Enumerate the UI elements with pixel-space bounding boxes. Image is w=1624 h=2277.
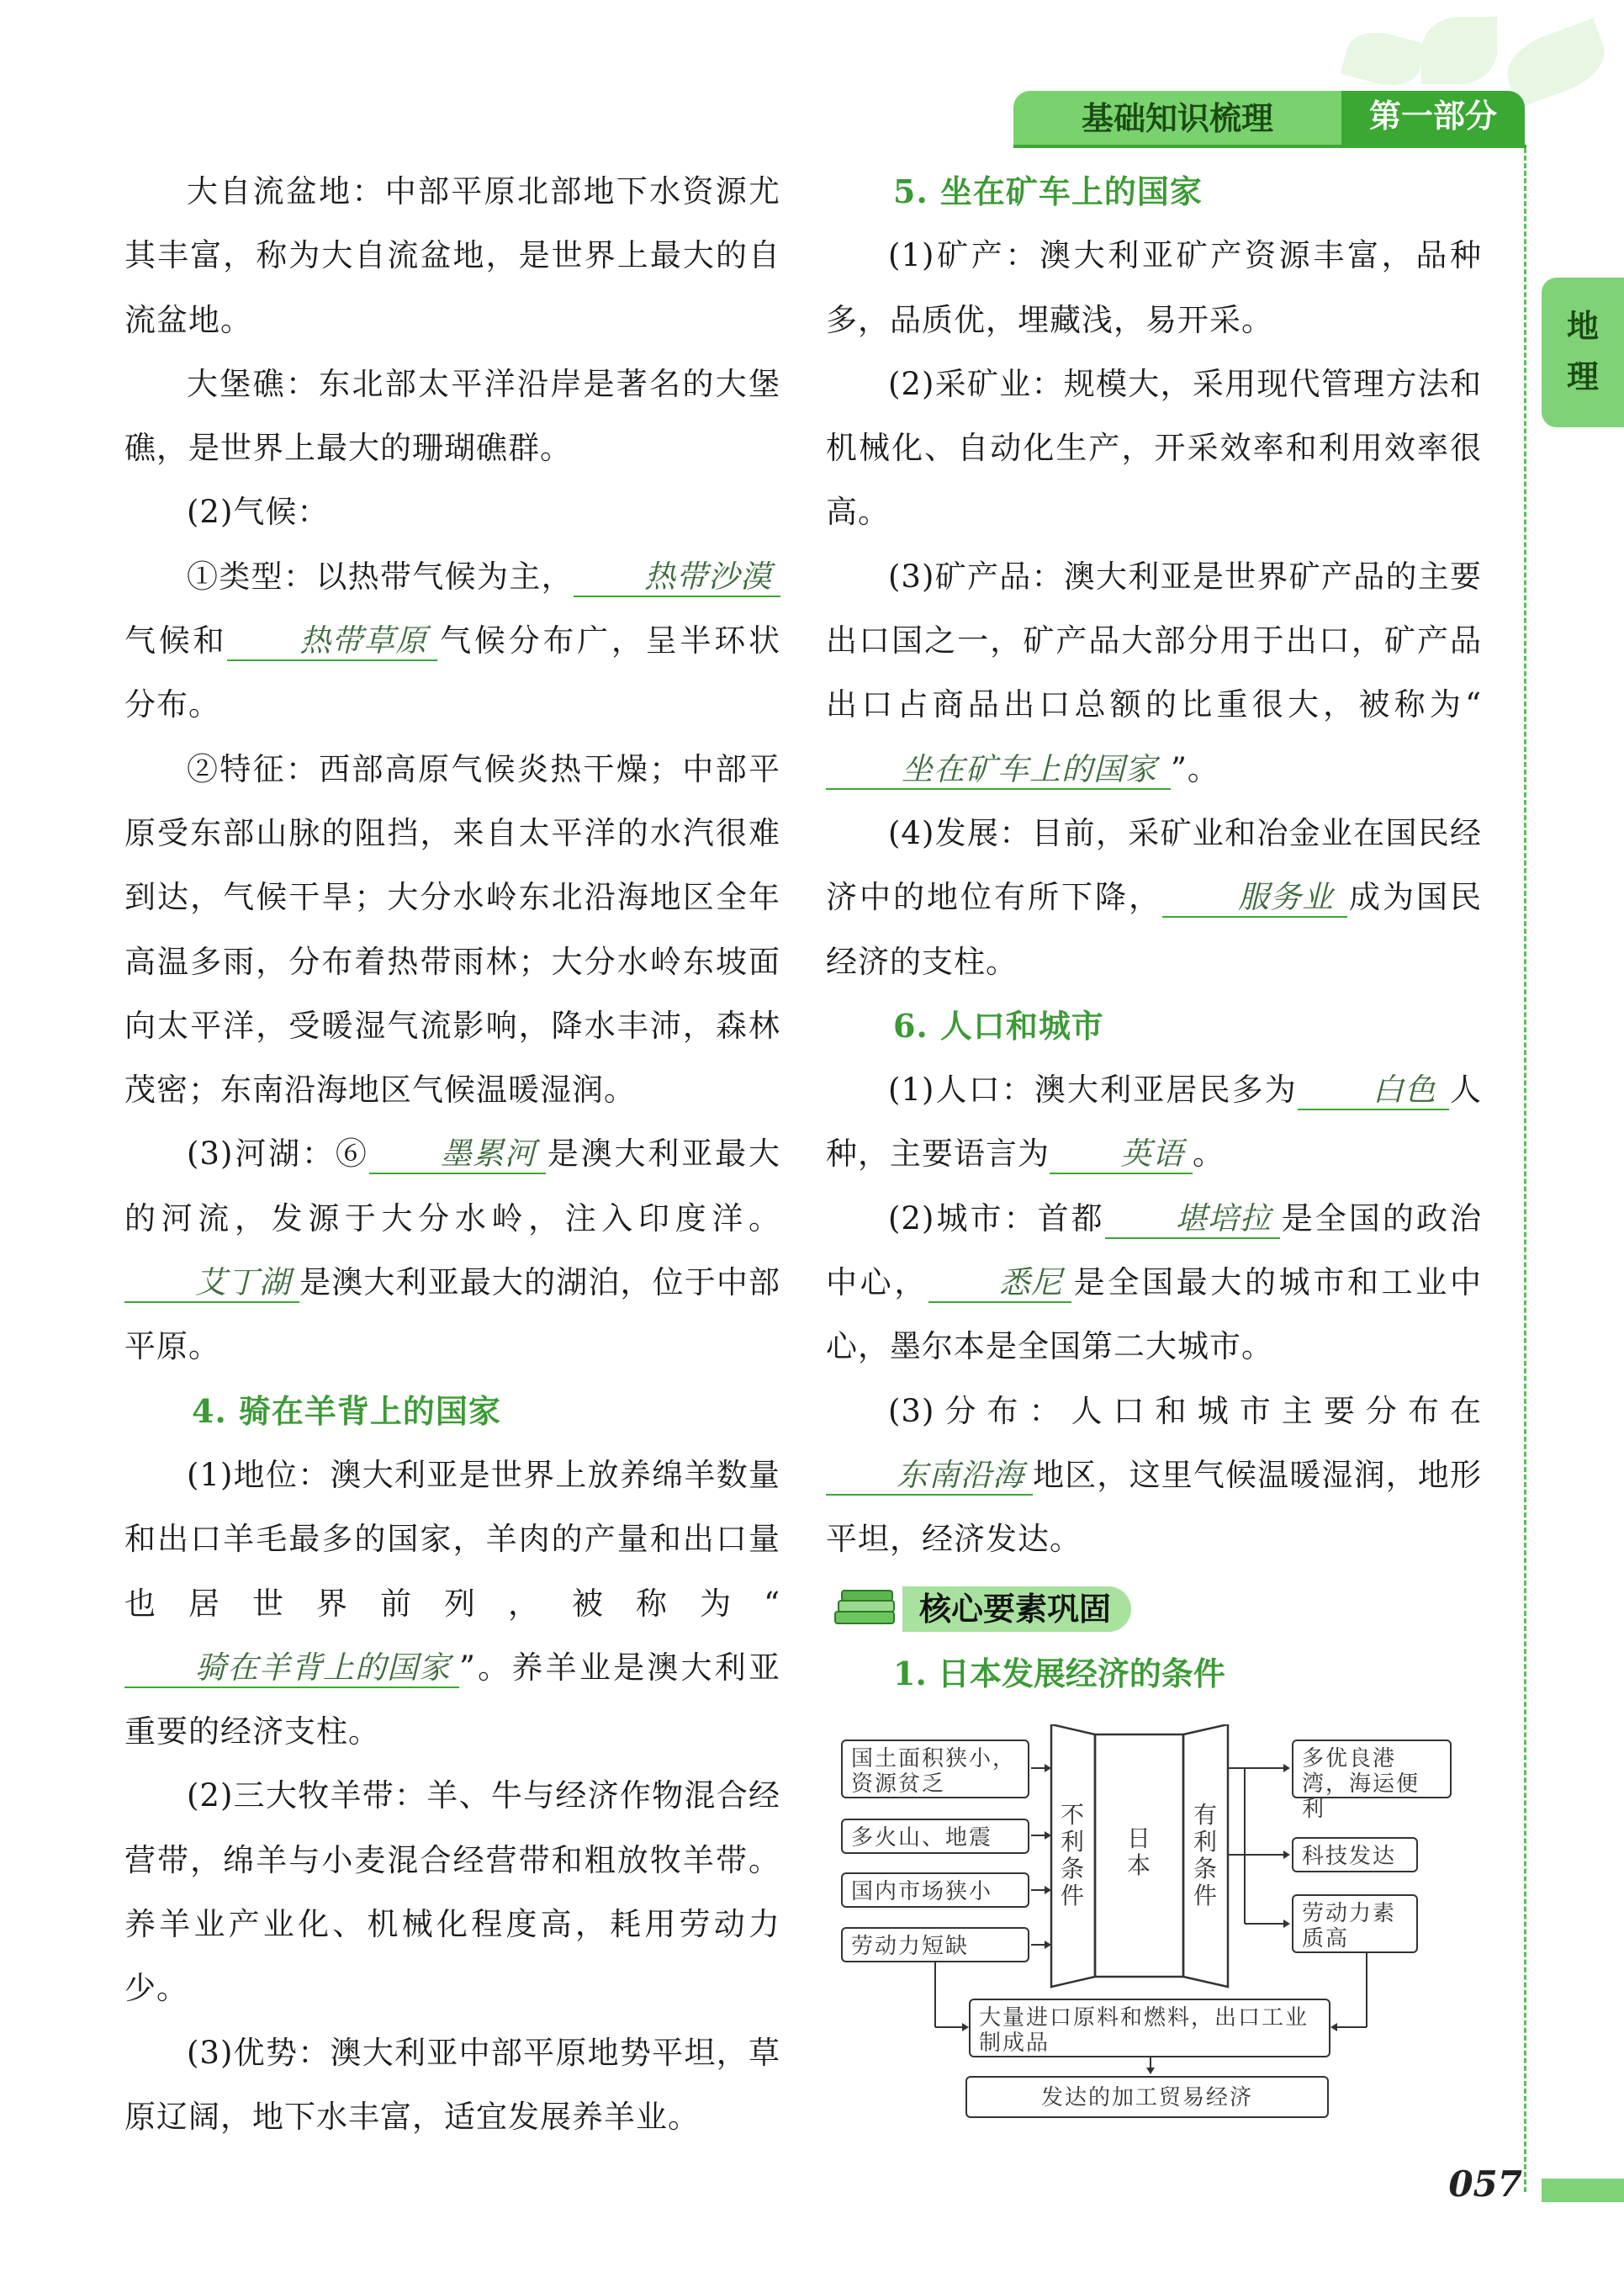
answer-blank: 热带草原 [227,622,437,661]
paragraph: (2)采矿业：规模大，采用现代管理方法和机械化、自动化生产，开采效率和利用效率很高。 [826,365,1482,531]
answer-blank: 坐在矿车上的国家 [826,751,1171,790]
answer-blank: 墨累河 [369,1136,546,1174]
paragraph [826,1058,1482,1187]
japan-economy-diagram [841,1724,1447,2128]
diagram-box: 劳动力素质高 [1292,1894,1418,1953]
paragraph [124,545,780,738]
paragraph [826,1379,1482,1572]
answer-blank: 白色 [1298,1072,1449,1110]
text: (1)地位：澳大利亚是世界上放养绵羊数量和出口羊毛最多的国家，羊肉的产量和出口量也居世界前列，被称为“ [124,1456,780,1622]
text: 是澳大利亚最大的湖泊，位于中部平原。 [124,1264,780,1365]
answer-blank: 服务业 [1162,879,1347,918]
favorable-label: 有利条件 [1193,1801,1217,1909]
section-header: 基础知识梳理 [1013,91,1341,146]
diagram-box: 科技发达 [1292,1837,1418,1872]
diagram-box: 国内市场狭小 [841,1872,1029,1908]
diagram-box: 发达的加工贸易经济 [965,2076,1329,2118]
paragraph [826,545,1482,802]
section-heading: 4. 骑在羊背上的国家 [192,1391,501,1430]
paragraph: ②特征：西部高原气候炎热干燥；中部平原受东部山脉的阻挡，来自太平洋的水汽很难到达，气候干旱；大分水岭东北沿海地区全年高温多雨，分布着热带雨林；大分水岭东坡面向太平洋，受暖湿气流影响，降水丰沛，森林茂密；东南沿海地区气候温暖湿润。 [124,750,780,1109]
paragraph [826,1187,1482,1379]
unfavorable-label: 不利条件 [1060,1801,1084,1909]
diagram-box: 劳动力短缺 [841,1927,1029,1962]
text: 是全国的政治中心， [826,1199,1482,1301]
section-heading: 5. 坐在矿车上的国家 [893,172,1203,210]
part-header: 第一部分 [1341,91,1525,146]
paragraph [826,802,1482,994]
center-label: 日本 [1126,1824,1151,1879]
paragraph: (2)气候： [187,494,330,531]
text: 气候和 [124,622,228,659]
text: 是澳大利亚最大的河流，发源于大分水岭，注入印度洋。 [124,1136,780,1236]
text: 人种，主要语言为 [826,1072,1482,1173]
diagram-box: 多火山、地震 [841,1819,1029,1854]
text: (1)人口：澳大利亚居民多为 [888,1072,1298,1109]
diagram-box: 国土面积狭小，资源贫乏 [841,1740,1029,1798]
paragraph [124,1122,780,1379]
answer-blank: 英语 [1050,1136,1193,1174]
paragraph: (1)矿产：澳大利亚矿产资源丰富，品种多，品质优，埋藏浅，易开采。 [826,237,1482,338]
section-heading: 6. 人口和城市 [893,1006,1104,1045]
paragraph: (3)优势：澳大利亚中部平原地势平坦，草原辽阔，地下水丰富，适宜发展养羊业。 [124,2034,780,2135]
decorative-leaf [1341,24,1426,93]
text: ”。养羊业是澳大利亚重要的经济支柱。 [124,1649,780,1750]
answer-blank: 悉尼 [928,1264,1071,1303]
left-column [124,160,780,2149]
margin-dashed-line [1524,148,1526,2192]
diagram-title: 1. 日本发展经济的条件 [893,1655,1225,1692]
paragraph: 大自流盆地：中部平原北部地下水资源尤其丰富，称为大自流盆地，是世界上最大的自流盆地。 [124,173,780,338]
diagram-box: 大量进口原料和燃料，出口工业制成品 [969,1999,1330,2057]
text: (3)河湖：⑥ [187,1136,369,1173]
answer-blank: 艾丁湖 [124,1264,299,1303]
diagram-box: 多优良港湾，海运便利 [1292,1740,1452,1798]
answer-blank: 热带沙漠 [574,559,780,597]
text: (3)矿产品：澳大利亚是世界矿产品的主要出口国之一，矿产品大部分用于出口，矿产品出口占商品出口总额的比重很大，被称为“ [826,558,1482,723]
text: 气候分布广，呈半环状分布。 [124,622,781,723]
subject-tab: 地理 [1542,278,1624,427]
answer-blank: 东南沿海 [826,1457,1033,1496]
core-elements-title: 核心要素巩固 [902,1586,1131,1632]
text: (4)发展：目前，采矿业和冶金业在国民经济中的地位有所下降， [826,814,1482,916]
text: 是全国最大的城市和工业中心，墨尔本是全国第二大城市。 [826,1264,1482,1365]
text: ”。 [1171,750,1219,787]
text: 地区，这里气候温暖湿润，地形平坦，经济发达。 [826,1456,1482,1558]
text: (3)分布：人口和城市主要分布在 [888,1392,1482,1429]
books-icon [828,1586,904,1632]
paragraph: (2)三大牧羊带：羊、牛与经济作物混合经营带，绵羊与小麦混合经营带和粗放牧羊带。养羊业产业化、机械化程度高，耗用劳动力少。 [124,1777,780,2007]
answer-blank: 堪培拉 [1105,1200,1280,1239]
page-number: 057 [1448,2163,1522,2205]
answer-blank: 骑在羊背上的国家 [124,1650,459,1688]
decorative-leaf [1421,17,1497,84]
text: 成为国民经济的支柱。 [826,879,1482,980]
paragraph: 大堡礁：东北部太平洋沿岸是著名的大堡礁，是世界上最大的珊瑚礁群。 [124,365,780,467]
paragraph [124,1443,780,1764]
text: 。 [1193,1136,1225,1173]
footer-tab [1542,2179,1624,2202]
right-column [826,160,1482,1572]
text: ①类型：以热带气候为主， [187,558,574,595]
header-rule [1013,145,1526,148]
text: (2)城市：首都 [888,1199,1105,1236]
